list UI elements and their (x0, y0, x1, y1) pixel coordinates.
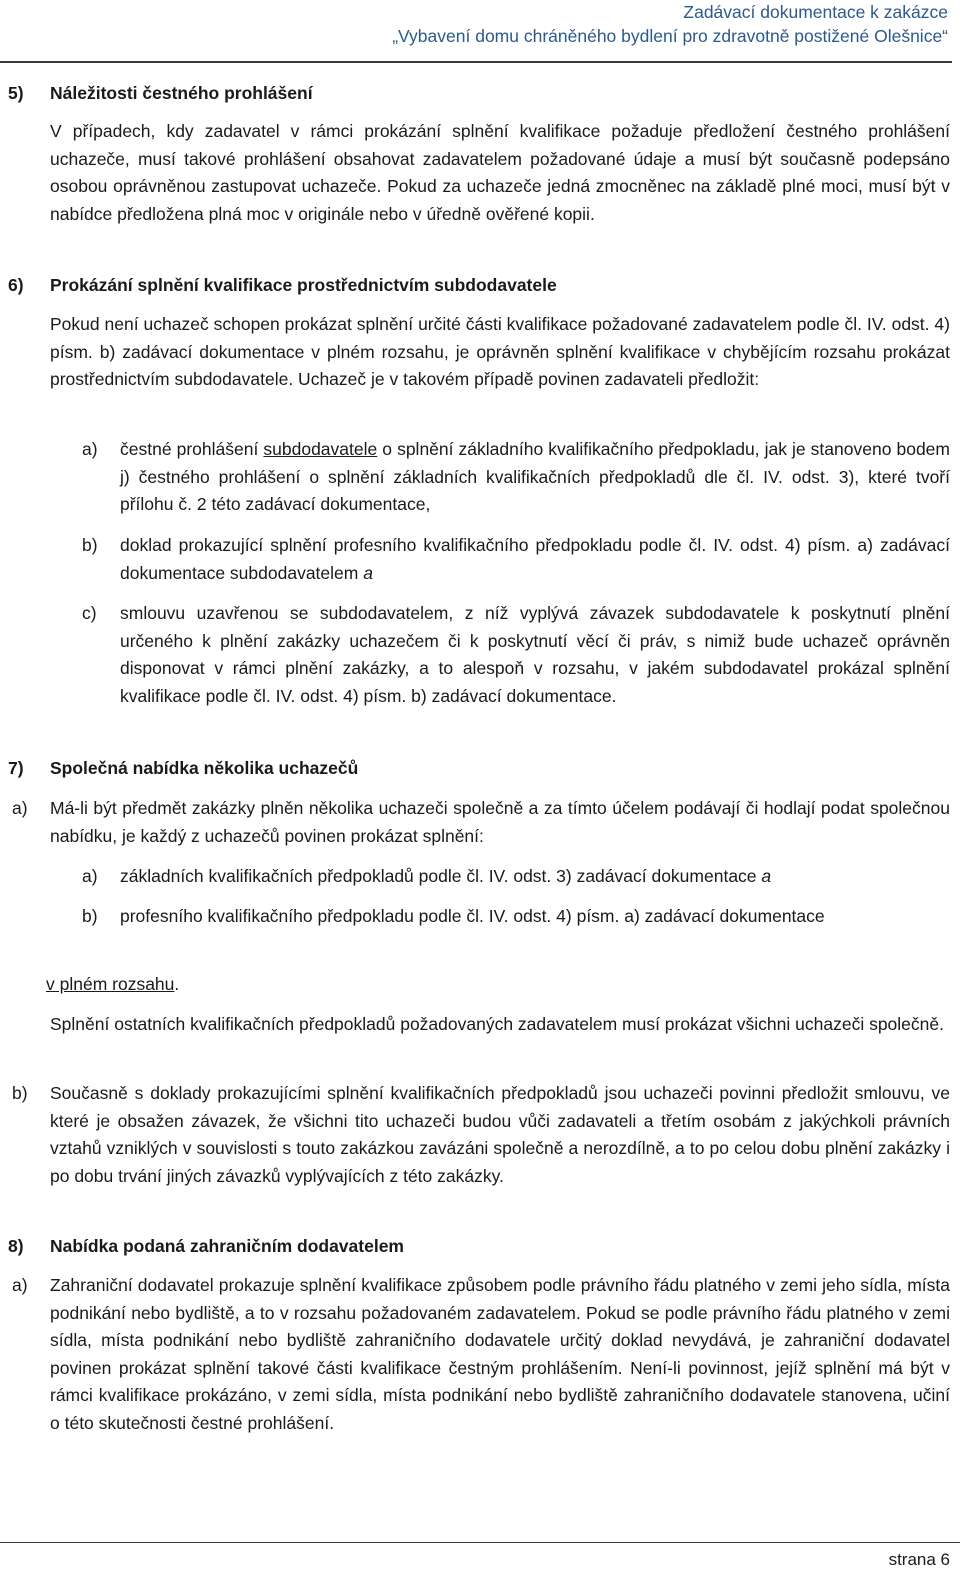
section-6-item-a-label: a) (82, 439, 98, 459)
section-5-title: Náležitosti čestného prohlášení (50, 83, 313, 103)
section-7-item-a-text: Má-li být předmět zakázky plněn několika uchazeči společně a za tímto účelem podávají či hodlají podat společnou nabídku, je každý z uchazečů povinen prokázat splnění: (50, 798, 950, 846)
header-line-2: „Vybavení domu chráněného bydlení pro zdravotně postižené Olešnice“ (392, 26, 948, 46)
section-7-subitem-b-label: b) (82, 906, 98, 926)
page-number: strana 6 (888, 1550, 950, 1569)
section-7-subitem-a-label: a) (82, 866, 98, 886)
section-6-item-b-text (120, 532, 950, 587)
section-8-title: Nabídka podaná zahraničním dodavatelem (50, 1236, 404, 1256)
section-6-item-b-label: b) (82, 535, 98, 555)
section-8-heading (8, 1233, 404, 1259)
section-8-item-a-label: a) (12, 1275, 28, 1295)
section-6-item-a-post: o splnění základního kvalifikačního předpokladu, jak je stanoveno bodem j) čestného prohlášení o splnění základních kvalifikačních předpokladů dle čl. IV. odst. 3), které tvoří přílohu č. 2 této zadávací dokumentace, (120, 439, 950, 514)
section-7-item-a-label: a) (12, 798, 28, 818)
section-7-full-scope-underlined: v plném rozsahu (46, 974, 175, 994)
section-6-item-b-body: doklad prokazující splnění profesního kvalifikačního předpokladu podle čl. IV. odst. 4) písm. a) zadávací dokumentace subdodavatelem (120, 535, 950, 583)
section-7-title: Společná nabídka několika uchazečů (50, 758, 359, 778)
section-5-paragraph: V případech, kdy zadavatel v rámci prokázání splnění kvalifikace požaduje předložení čestného prohlášení uchazeče, musí takové prohlášení obsahovat zadavatelem požadované údaje a musí být současně podepsáno osobou oprávněnou zastupovat uchazeče. Pokud za uchazeče jedná zmocněnec na základě plné moci, musí být v nabídce předložena plná moc v originále nebo v úředně ověřené kopii. (50, 121, 950, 224)
header-line-1: Zadávací dokumentace k zakázce (683, 2, 948, 22)
section-7-other-requirements: Splnění ostatních kvalifikačních předpokladů požadovaných zadavatelem musí prokázat všichni uchazeči společně. (50, 1014, 944, 1034)
section-6-item-a-pre: čestné prohlášení (120, 439, 264, 459)
running-header (392, 0, 948, 48)
section-5-heading (8, 80, 313, 106)
section-7-item-b-label: b) (12, 1083, 28, 1103)
section-7-number: 7) (8, 758, 24, 778)
section-6-paragraph: Pokud není uchazeč schopen prokázat splnění určité části kvalifikace požadované zadavatelem podle čl. IV. odst. 4) písm. b) zadávací dokumentace v plném rozsahu, je oprávněn splnění kvalifikace v chybějícím rozsahu prokázat prostřednictvím subdodavatele. Uchazeč je v takovém případě povinen zadavateli předložit: (50, 314, 950, 389)
section-7-heading (8, 755, 358, 781)
footer-rule (0, 1542, 960, 1543)
section-7-full-scope (46, 971, 179, 999)
section-7-subitem-a-italic: a (761, 866, 772, 886)
section-6-item-a-underlined: subdodavatele (263, 439, 378, 459)
section-7-subitem-a-text (120, 863, 950, 891)
section-6-title: Prokázání splnění kvalifikace prostřednictvím subdodavatele (50, 275, 557, 295)
section-8-number: 8) (8, 1236, 24, 1256)
section-7-full-scope-dot: . (174, 974, 180, 994)
section-6-item-a-text (120, 436, 950, 519)
section-6-item-b-italic: a (363, 562, 373, 583)
section-7-subitem-b-text: profesního kvalifikačního předpokladu podle čl. IV. odst. 4) písm. a) zadávací dokumentace (120, 906, 825, 926)
section-6-heading (8, 272, 557, 298)
section-7-item-b-text: Současně s doklady prokazujícími splnění kvalifikačních předpokladů jsou uchazeči povinni předložit smlouvu, ve které je obsažen závazek, že všichni tito uchazeči budou vůči zadavateli a třetím osobám z jakýchkoli právních vztahů vzniklých v souvislosti s touto zakázkou zavázáni společně a nerozdílně, a to po celou dobu plnění zakázky i po dobu trvání jiných závazků vyplývajících z této zakázky. (50, 1083, 950, 1186)
section-6-number: 6) (8, 275, 24, 295)
section-6-item-c-label: c) (82, 603, 97, 623)
section-5-number: 5) (8, 83, 24, 103)
section-8-item-a-text: Zahraniční dodavatel prokazuje splnění kvalifikace způsobem podle právního řádu platného v zemi jeho sídla, místa podnikání nebo bydliště, a to v rozsahu požadovaném zadavatelem. Pokud se podle právního řádu platného v zemi sídla, místa podnikání nebo bydliště zahraničního dodavatele určitý doklad nevydává, je zahraniční dodavatel povinen prokázat splnění takové části kvalifikace čestným prohlášením. Není-li povinnost, jejíž splnění má být v rámci kvalifikace prokázáno, v zemi sídla, místa podnikání nebo bydliště zahraničního dodavatele stanovena, učiní o této skutečnosti čestné prohlášení. (50, 1275, 950, 1433)
section-7-subitem-a-body: základních kvalifikačních předpokladů podle čl. IV. odst. 3) zadávací dokumentace (120, 866, 762, 886)
section-6-item-c-text: smlouvu uzavřenou se subdodavatelem, z níž vyplývá závazek subdodavatele k poskytnutí plnění určeného k plnění zakázky uchazečem či k poskytnutí věcí či práv, s nimiž bude uchazeč oprávněn disponovat v rámci plnění zakázky, a to alespoň v rozsahu, v jakém subdodavatel prokázal splnění kvalifikace podle čl. IV. odst. 4) písm. b) zadávací dokumentace. (120, 603, 950, 706)
header-rule (0, 61, 952, 63)
